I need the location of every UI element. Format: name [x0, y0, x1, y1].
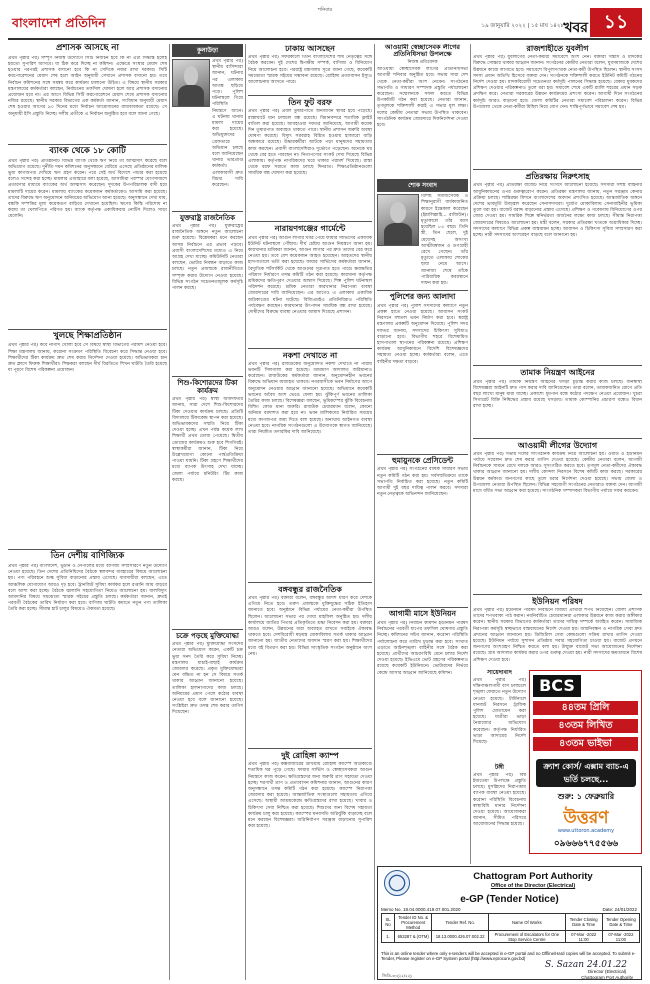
divider — [248, 221, 372, 222]
article-body: প্রথম পৃষ্ঠার পর) বাংলাদেশ, ভুটান ও নেপালের মধ্যে বাণিজ্য সম্প্রসারণে নতুন উদ্যোগ নেওয়া হয়েছে। তিন দেশের প্রতিনিধিদের বৈঠকে স্থলবন্দর ব্যবহারের বিষয়ে আলোচনা হয়। পণ্য পরিবহনে শুল্ক সুবিধা বাড়ানোর প্রস্তাব এসেছে। ব্যবসায়ীরা বলছেন, এতে আঞ্চলিক যোগাযোগ আরও দৃঢ় হবে। ট্রানজিট সুবিধা কার্যকর হলে রপ্তানি আয় বাড়বে বলে আশা করা হচ্ছে। বৈঠকে জ্বালানি সহযোগিতা নিয়েও আলোচনা হয়। জলবিদ্যুৎ আমদানির বিষয়ে সমঝোতা স্মারক সইয়ের প্রস্তুতি চলছে। কর্মকর্তারা জানান, দ্রুতই পরবর্তী বৈঠকের তারিখ নির্ধারণ করা হবে। বাণিজ্য ঘাটতি কমাতে নতুন পণ্য তালিকা তৈরি করা হচ্ছে। সীমান্ত হাট চালুর বিষয়েও ঐকমত্য হয়েছে। — [8, 564, 167, 613]
article-body: প্রথম পৃষ্ঠার পর) তামাক নিয়ন্ত্রণ আইনের খসড়া চূড়ান্ত করার কাজ চলছে। জনস্বাস্থ্য বিশেষজ্ঞরা আইনটি দ্রুত পাস করার দাবি জানিয়েছেন। তারা বলেন, তামাকজনিত রোগে প্রতি বছর লাখো মানুষ মারা যাচ্ছে। প্রকাশ্যে ধূমপান বন্ধে কঠোর পদক্ষেপ নেওয়া প্রয়োজন। খুচরা সিগারেট বিক্রি নিষিদ্ধের প্রস্তাব রয়েছে খসড়ায়। তামাক কোম্পানির প্রচারণা বন্ধেও বিধান রাখা হচ্ছে। — [473, 379, 642, 410]
divider — [248, 95, 372, 96]
column-2 — [172, 44, 243, 980]
headline: রাজশাহীতে যুবলীগ — [526, 44, 589, 53]
article-body: আওয়ামী স্বেচ্ছাসেবক লীগের প্রতিনিধিসভা আগামী শনিবার অনুষ্ঠিত হবে। সভায় সারা দেশ থেকে নেতা-কর্মীরা অংশ নেবেন। সংগঠনের সভাপতি ও সাধারণ সম্পাদক প্রস্তুতি পর্যালোচনা করেছেন। সম্মেলনকে সফল করতে বিভিন্ন উপকমিটি গঠন করা হয়েছে। নেতারা জানান, তৃণমূলকে শক্তিশালী করাই এ সভার মূল লক্ষ্য। দলের কেন্দ্রীয় নেতারা সভায় উপস্থিত থাকবেন। সাংগঠনিক কার্যক্রম জোরদারে দিকনির্দেশনা দেওয়া হবে। — [377, 67, 468, 128]
article-body: প্রথম পৃষ্ঠার পর) পুলিশ সদস্যদের কল্যাণে নতুন প্রকল্প হাতে নেওয়া হয়েছে। আবাসন সংকট নিরসনে বহুতল ভবন নির্মাণ করা হবে। স্বরাষ্ট্র মন্ত্রণালয় প্রকল্পটি অনুমোদন দিয়েছে। পুলিশ সদর দফতর জানায়, সদস্যদের চিকিৎসা সুবিধাও বাড়ানো হবে। বিভাগীয় শহরে বিশেষায়িত হাসপাতাল স্থাপনের পরিকল্পনা রয়েছে। প্রশিক্ষণ কার্যক্রম আধুনিকায়নে বিদেশি বিশেষজ্ঞদের সহায়তা নেওয়া হচ্ছে। কর্মকর্তারা বলেন, এতে বাহিনীর দক্ষতা বাড়বে। — [377, 303, 468, 365]
col-header: Tender Closing Date & Time — [565, 914, 602, 931]
tender-organization: Chattogram Port Authority — [473, 871, 593, 882]
newspaper-page — [8, 4, 642, 980]
headline: আওয়ামী স্বেচ্ছাসেবক লীগের প্রতিনিধিসভা উপলক্ষে — [385, 44, 460, 59]
headline: তামাক নিয়ন্ত্রণ আইনের — [520, 368, 595, 378]
headline: যুক্তরাষ্ট্র রাজনৈতিক — [179, 214, 236, 222]
article-body: প্রথম পৃষ্ঠার পর) প্রতিষ্ঠানটি বিভিন্ন ব্যাংক থেকে ঋণ নিয়ে তা আত্মসাৎ করেছে বলে অভিযোগ রয়েছে। দুর্নীতি দমন কমিশনের অনুসন্ধানে বেরিয়ে এসেছে প্রতিষ্ঠানের মালিক ভুয়া কাগজপত্র দেখিয়ে ঋণ গ্রহণ করেন। পরে সেই অর্থ বিদেশে পাচার করা হয়েছে বলেও সন্দেহ করা হচ্ছে। মামলার এজাহারে বলা হয়েছে, আসামিরা পরস্পর যোগসাজশে প্রতারণার মাধ্যমে ব্যাংকের অর্থ আত্মসাৎ করেছেন। দুদকের উপপরিচালক বাদী হয়ে মামলাটি দায়ের করেন। মামলায় ব্যাংকের কয়েকজন কর্মকর্তাকেও আসামি করা হয়েছে। তাদের বিরুদ্ধে ঋণ অনুমোদনে অনিয়মের অভিযোগ আনা হয়েছে। অনুসন্ধানে দেখা যায়, বন্ধকি সম্পত্তির মূল্য কয়েকগুণ বাড়িয়ে দেখানো হয়েছিল। ঋণের কিস্তি পরিশোধ না করায় তা খেলাপিতে পরিণত হয়। ব্যাংক কর্তৃপক্ষ একাধিকবার নোটিস দিলেও সাড়া মেলেনি। — [8, 158, 167, 220]
article-body: প্রথম পৃষ্ঠার পর) মুক্তিযোদ্ধা সংসদের নেতারা অভিযোগ করেন, একটি চক্র ভুয়া সনদ তৈরি করে সুবিধা নিচ্ছে। মন্ত্রণালয় যাচাই-বাছাই কার্যক্রম জোরদার করেছে। প্রকৃত মুক্তিযোদ্ধারা যেন বঞ্চিত না হন সে বিষয়ে সতর্ক থাকার আহ্বান জানানো হয়েছে। তালিকা হালনাগাদের কাজ চলছে। অনিয়মের প্রমাণ পেলে কঠোর ব্যবস্থা নেওয়া হবে বলে জানানো হয়েছে। সংশ্লিষ্টরা দ্রুত তদন্ত শেষ করার তাগিদ দিয়েছেন। — [172, 642, 243, 716]
headline: পুলিশের জন্য আলাদা — [389, 292, 456, 302]
tender-title: e-GP (Tender Notice) — [460, 894, 559, 905]
bcs-coaching-ad[interactable] — [529, 670, 642, 854]
headline: ব্যাংক থেকে ১৮ কোটি — [49, 145, 126, 156]
ad-start-date: শুরু: ১ ফেব্রুয়ারি — [557, 792, 615, 801]
column-4 — [377, 44, 468, 862]
ad-line: ৪৪তম প্রিলি — [533, 701, 638, 715]
ad-phone: ০৯৬৬৬৭৭৫৫৬৬ — [553, 839, 619, 849]
headline: নারায়ণগঞ্জের গার্মেন্টে — [274, 224, 346, 234]
tender-date: Date: 24/01/2022 — [602, 907, 637, 912]
ad-brand: উত্তরণ — [563, 808, 609, 828]
article-body: প্রথম পৃষ্ঠার পর) প্রতিরক্ষা বাজেট নিয়ে সংসদে আলোচনা হয়েছে। সদস্যরা সশস্ত্র বাহিনীর আধুনিকায়নের ওপর গুরুত্বারোপ করেন। প্রতিরক্ষা মন্ত্রণালয় জানায়, নতুন সরঞ্জাম কেনার প্রক্রিয়া চলছে। শান্তিরক্ষা মিশনে বাংলাদেশের অবদান প্রশংসিত হয়েছে। আন্তর্জাতিক অঙ্গনে দেশের ভাবমূর্তি উজ্জ্বল করেছেন সেনাসদস্যরা। দুর্যোগ মোকাবিলায় সেনাবাহিনীর ভূমিকা তুলে ধরা হয়। বাজেট বরাদ্দ বাড়ানোর প্রস্তাব এসেছে। প্রশিক্ষণ ও গবেষণায় বিনিয়োগের ওপর জোর দেওয়া হয়। সামরিক শিল্পে স্বনির্ভরতা অর্জনের লক্ষ্যে কাজ চলছে। সীমান্ত নিরাপত্তা জোরদারের বিষয়েও আলোচনা হয়। মন্ত্রী বলেন, সরকার প্রতিরক্ষা খাতকে অগ্রাধিকার দিচ্ছে। সদস্যদের কল্যাণে বিভিন্ন প্রকল্প বাস্তবায়ন হচ্ছে। আবাসন ও চিকিৎসা সুবিধা সম্প্রসারণ করা হচ্ছে। নারী সদস্যদের অংশগ্রহণ বাড়ছে বলে জানানো হয়। — [473, 183, 642, 238]
page-number: ১১ — [590, 8, 642, 37]
column-divider — [470, 44, 471, 864]
column-1 — [8, 44, 167, 980]
headline: কুলাউড়া — [172, 44, 243, 57]
divider — [248, 348, 372, 349]
ad-crash-course: ক্র্যাশ কোর্স/ এক্সাম ব্যাচ-এ ভর্তি চলছে... — [536, 759, 636, 787]
article-body: প্রথম পৃষ্ঠার পর) সম্পূর্ণ নিজস্ব উদ্যোগে সিটি নির্বাচন হবে কি না এটা সিদ্ধান্ত হলেই হয়তো সুপারিশ আসবে। যা ঠিক করে দিচ্ছে না কমিশন। এক্ষেত্রে সংস্থার মেয়াদ শেষ হওয়ার পরপরই প্রশাসক বসানো হবে কি না সেদিকে নজর রাখা দরকার। সিটি করপোরেশনের মেয়াদ শেষ হলে আইন অনুযায়ী সেখানে প্রশাসক বসানো হয়। তবে নির্বাচন কমিশনের সঙ্গে সমন্বয় করে কার্যক্রম চালানো উচিত। এ বিষয়ে স্থানীয় সরকার মন্ত্রণালয়ের কর্মকর্তারা বলছেন, নির্বাচনের তফসিল ঘোষণা হলে আর প্রশাসক বসানোর প্রয়োজন হবে না। এর আগে বিভিন্ন সিটি করপোরেশনে মেয়াদ শেষে প্রশাসক বসানোর নজির রয়েছে। স্থানীয় সরকার বিভাগের এক কর্মকর্তা জানান, সংবিধান অনুযায়ী মেয়াদ শেষ হওয়ার আগের ৯০ দিনের মধ্যে নির্বাচন আয়োজনের বাধ্যবাধকতা রয়েছে। সে অনুযায়ী ইসি প্রস্তুতি নিচ্ছে। দলীয় প্রতীকে এ নির্বাচন অনুষ্ঠিত হবে বলে জানা গেছে। — [8, 55, 167, 117]
article-body: প্রথম পৃষ্ঠার পর) আগুন লাগার খবর পেয়ে ফায়ার সার্ভিসের একাধিক ইউনিট ঘটনাস্থলে পৌঁছায়। দীর্ঘ চেষ্টায় আগুন নিয়ন্ত্রণে আনা হয়। কারখানার শ্রমিকরা জানান, আগুন লাগার পর দ্রুত তাদের বের করে নেওয়া হয়। তবে বেশ কয়েকজন আহত হয়েছেন। আহতদের স্থানীয় হাসপাতালে ভর্তি করা হয়েছে। ফায়ার সার্ভিসের কর্মকর্তারা জানান, বৈদ্যুতিক শর্টসার্কিট থেকে আগুনের সূত্রপাত হতে পারে। ক্ষয়ক্ষতির পরিমাণ নির্ধারণে তদন্ত কমিটি গঠন করা হয়েছে। কারখানা কর্তৃপক্ষ শ্রমিকদের ক্ষতিপূরণ দেওয়ার আশ্বাস দিয়েছে। শিল্প পুলিশ ঘটনাস্থল পরিদর্শন করেছে। শ্রমিক নেতারা কারখানার নিরাপত্তা ব্যবস্থা জোরদারের দাবি জানিয়েছেন। এর আগেও এ এলাকায় একাধিক অগ্নিকাণ্ডের ঘটনা ঘটেছে। বিজিএমইএ প্রতিনিধিরাও পরিস্থিতি পর্যবেক্ষণ করছেন। কারখানার উৎপাদন সাময়িক বন্ধ রাখা হয়েছে। দোষীদের বিরুদ্ধে ব্যবস্থা নেওয়ার আশ্বাস দিয়েছে প্রশাসন। — [248, 235, 372, 315]
table-cell: Procurement of Escalators for One Stop Service Centre — [489, 931, 566, 943]
divider — [8, 144, 167, 145]
headline: হুমায়ুনকে প্রেসিডেন্ট — [391, 455, 454, 465]
divider — [377, 454, 468, 455]
headline: আওয়ামী লীগের উদ্যোগ — [517, 440, 598, 450]
signatory-org: Chattogram Port Authority — [581, 974, 633, 980]
col-header: Name Of Works — [489, 914, 566, 931]
signatory-role: Director (Electrical) — [587, 969, 627, 974]
column-divider — [169, 44, 170, 980]
port-authority-emblem-icon — [384, 870, 410, 896]
article-body: প্রথম পৃষ্ঠার পর) দক্ষিণাঞ্চলগামী বাস চলাচলে শৃঙ্খলা ফেরাতে নতুন উদ্যোগ নেওয়া হয়েছে। টার্মিনালে যানজট নিরসনে ট্রাফিক পুলিশ মোতায়েন করা হয়েছে। যাত্রীরা ভাড়া নৈরাজ্যের অভিযোগ করেছেন। কর্তৃপক্ষ নির্ধারিত ভাড়া আদায়ের নির্দেশ দিয়েছে। — [473, 677, 526, 745]
headline: শিশু-কিশোরদের টিকা কার্যক্রম — [177, 379, 238, 396]
tender-table — [381, 913, 640, 943]
headline: নকশা দেখাতে না — [282, 350, 338, 360]
headline: তিন দেশীয় বাণিজ্যিক — [50, 551, 125, 562]
article-body: প্রথম পৃষ্ঠার পর) কক্সবাজারের উখিয়ায় রোহিঙ্গা ক্যাম্পে অগ্নিকাণ্ডে শতাধিক ঘর পুড়ে গেছে। ফায়ার সার্ভিস ও স্বেচ্ছাসেবকরা আগুন নিয়ন্ত্রণে কাজ করেন। ক্ষতিগ্রস্তদের জন্য জরুরি ত্রাণ সহায়তা দেওয়া হচ্ছে। শরণার্থী ত্রাণ ও প্রত্যাবাসন কমিশনার জানান, আগুনের কারণ অনুসন্ধানে তদন্ত কমিটি গঠন করা হয়েছে। ক্যাম্পে নিরাপত্তা জোরদার করা হয়েছে। আন্তর্জাতিক সংস্থাগুলো সহায়তায় এগিয়ে এসেছে। অস্থায়ী আশ্রয়কেন্দ্রে ক্ষতিগ্রস্তদের রাখা হয়েছে। খাবার ও চিকিৎসা সেবা নিশ্চিত করা হয়েছে। শিশুদের জন্য বিশেষ সহায়তা কার্যক্রম চালু করা হয়েছে। ক্যাম্পের ঘনবসতি অগ্নিঝুঁকি বাড়াচ্ছে বলে মনে করছেন বিশেষজ্ঞরা। অগ্নিনির্বাপণ সরঞ্জাম বাড়ানোর সুপারিশ করা হয়েছে। — [248, 762, 372, 830]
divider — [8, 329, 167, 330]
column-5 — [473, 44, 642, 666]
divider — [248, 748, 372, 749]
headline: চক্রে পড়ছে মুক্তিযোদ্ধা — [176, 632, 239, 641]
column-5-lower — [473, 670, 526, 860]
table-cell: 653287 & (OTM) — [395, 931, 432, 943]
signature: S. Sazan 24.01.22 — [545, 960, 627, 970]
article-body: প্রথম পৃষ্ঠার পর) নির্বাচন কমিশন ইউনিয়ন পরিষদ নির্বাচনের পরবর্তী ধাপের তফসিল ঘোষণার প্রস্তুতি নিচ্ছে। কমিশনের সচিব জানান, করোনা পরিস্থিতি পর্যালোচনা করে তারিখ চূড়ান্ত করা হবে। সংঘাত এড়াতে আইনশৃঙ্খলা বাহিনীর সঙ্গে বৈঠক করা হয়েছে। প্রার্থীদের আচরণবিধি মেনে চলার নির্দেশ দেওয়া হয়েছে। ইভিএমে ভোট গ্রহণের পরিকল্পনাও রয়েছে কয়েকটি ইউনিয়নে। ভোটারদের নির্ভয়ে কেন্দ্রে আসার আহ্বান জানিয়েছে কমিশন। — [377, 621, 468, 676]
divider — [473, 365, 642, 366]
article-body: প্রথম পৃষ্ঠার পর) স্থানীয় বাসিন্দারা জানান, ঘটনার পর এলাকায় আতঙ্ক ছড়িয়ে পড়ে। পুলিশ ঘটনাস্থলে গিয়ে পরিস্থিতি নিয়ন্ত্রণে আনে। এ ঘটনায় থানায় মামলা দায়ের করা হয়েছে। অভিযুক্তদের গ্রেফতারে অভিযান চলছে বলে জানিয়েছেন থানার ভারপ্রাপ্ত কর্মকর্তা। এলাকাবাসী দ্রুত বিচার দাবি করেছেন। — [212, 59, 243, 189]
weekday: শনিবার — [317, 7, 333, 13]
headline: তিন ফুট বরফ — [288, 98, 332, 108]
article-body: প্রথম পৃষ্ঠার পর) সংগঠনের বার্ষিক সাধারণ সভায় নতুন কমিটি গঠন করা হয়। সর্বসম্মতিক্রমে তাকে সভাপতি নির্বাচিত করা হয়েছে। নতুন কমিটি আগামী দুই বছর দায়িত্ব পালন করবে। সদস্যরা নতুন নেতৃত্বকে অভিনন্দন জানিয়েছেন। — [377, 467, 468, 498]
headline: আগামী মাসে ইউনিয়ন — [389, 609, 456, 619]
column-divider — [245, 44, 246, 980]
article-body: প্রথম পৃষ্ঠার পর) প্রবল তুষারপাতে জনজীবন স্থবির হয়ে পড়েছে। রাস্তাঘাটে যান চলাচল বন্ধ রয়েছে। বিমানবন্দরে শতাধিক ফ্লাইট বাতিল করা হয়েছে। আবহাওয়া দফতর জানিয়েছে, আগামী কয়েক দিন তুষারপাত অব্যাহত থাকতে পারে। স্থানীয় প্রশাসন জরুরি অবস্থা ঘোষণা করেছে। বিদ্যুৎ সরবরাহ বিঘ্নিত হওয়ায় হাজারো বাড়ি অন্ধকারে রয়েছে। উদ্ধারকর্মীরা আটকে পড়া মানুষদের সহায়তায় কাজ করছেন। প্রবাসী বাংলাদেশিরাও দুর্ভোগে পড়েছেন। অনেকে ঘর থেকে বের হতে পারছেন না। নিত্যপণ্যের সংকট দেখা দিয়েছে বিভিন্ন এলাকায়। কর্তৃপক্ষ নাগরিকদের ঘরে থাকার পরামর্শ দিয়েছে। রাস্তা থেকে বরফ সরাতে কাজ চলছে দিনরাত। শিক্ষাপ্রতিষ্ঠানগুলো সাময়িক বন্ধ ঘোষণা করা হয়েছে। — [248, 109, 372, 177]
headline: বঙ্গবন্ধুর রাজনৈতিক — [278, 584, 342, 594]
headline: দুই রোহিঙ্গা ক্যাম্প — [281, 750, 339, 760]
headline: টঙ্গী — [495, 763, 504, 771]
ad-line: ৪৩তম ভাইভা — [533, 737, 638, 751]
tender-office: Office of the Director (Electrical) — [490, 883, 576, 889]
table-row — [382, 931, 640, 943]
ad-code: জিডি-৩০(২২/২২) — [382, 973, 412, 978]
ad-exam-label: BCS — [533, 675, 581, 697]
obituary-photo — [172, 59, 210, 107]
col-header: Tender ID No. & Procurement Method — [395, 914, 432, 931]
article-body: প্রথম পৃষ্ঠার পর) বক্তারা বলেন, বঙ্গবন্ধুর আদর্শ ধারণ করে দেশকে এগিয়ে নিতে হবে। তরুণ প্রজন্মকে মুক্তিযুদ্ধের সঠিক ইতিহাস জানাতে হবে। অনুষ্ঠানে বিভিন্ন পর্যায়ের নেতা-কর্মীরা উপস্থিত ছিলেন। আলোচনা সভার পর দোয়া মাহফিল অনুষ্ঠিত হয়। দলীয় কার্যালয়ে জাতির পিতার প্রতিকৃতিতে শ্রদ্ধা নিবেদন করা হয়। বক্তারা আরও বলেন, উন্নয়নের ধারা অব্যাহত রাখতে সবাইকে ঐক্যবদ্ধ থাকতে হবে। দেশবিরোধী ষড়যন্ত্র মোকাবিলায় সতর্ক থাকার আহ্বান জানানো হয়। জাতীয় নেতাদের অবদান স্মরণ করা হয়। শিক্ষার্থীদের মধ্যে বই বিতরণ করা হয়। বিভিন্ন সাংস্কৃতিক সংগঠন অনুষ্ঠানে অংশ নেয়। — [248, 595, 372, 657]
newspaper-logo: বাংলাদেশ প্রতিদিন — [12, 15, 106, 30]
col-header: Tender Ref. No. — [432, 914, 489, 931]
article-body: প্রথম পৃষ্ঠার পর) স্বাস্থ্য অধিদফতর জানায়, সারা দেশে শিশু-কিশোরদের টিকা দেওয়ার কার্যক্রম চলছে। প্রতিটি বিদ্যালয়ে টিকাকেন্দ্র স্থাপন করা হয়েছে। অভিভাবকদের সম্মতি নিয়ে টিকা দেওয়া হচ্ছে। এখন পর্যন্ত কয়েক লাখ শিক্ষার্থী প্রথম ডোজ পেয়েছে। দ্বিতীয় ডোজের কার্যক্রমও শুরু হবে শিগগিরই। স্বাস্থ্যকর্মীরা জানান, টিকা নিয়ে উল্লেখযোগ্য কোনো পার্শ্বপ্রতিক্রিয়া পাওয়া যায়নি। টিকা গ্রহণে শিক্ষার্থীদের মধ্যে ব্যাপক উৎসাহ দেখা যাচ্ছে। জেলা পর্যায়ে মনিটরিং টিম কাজ করছে। — [172, 397, 243, 483]
column-divider — [374, 44, 375, 980]
article-body: প্রথম পৃষ্ঠার পর) কবে নাগাদ খোলা হবে সে বিষয়ে স্বাস্থ্য বিভাগের পরামর্শ নেওয়া হবে। শিক্ষা মন্ত্রণালয় জানায়, করোনা সংক্রমণ পরিস্থিতি বিবেচনা করে সিদ্ধান্ত নেওয়া হবে। শিক্ষার্থীদের টিকা কার্যক্রম দ্রুত শেষ করার নির্দেশনা দেওয়া হয়েছে। অভিভাবকরা চান দ্রুত ক্লাসে ফিরুক শিক্ষার্থীরা। শিক্ষকরা বলছেন দীর্ঘ বিরতিতে শিখন ঘাটতি তৈরি হয়েছে যা পূরণে বিশেষ পরিকল্পনা প্রয়োজন। — [8, 343, 167, 374]
table-cell: 07-Mar -2022 11:00 — [565, 931, 602, 943]
divider — [473, 169, 642, 170]
dateline: ১৯ জানুয়ারি ২০২২ | ১৫ মাঘ ১৪২৮ — [481, 23, 564, 29]
article-body: প্রথম পৃষ্ঠার পর) ইউনিয়ন পরিষদ নির্বাচনে বিজয়ী প্রার্থীরা শপথ নিয়েছেন। জেলা প্রশাসক তাদের শপথবাক্য পাঠ করান। নবনির্বাচিত চেয়ারম্যানরা এলাকার উন্নয়নে কাজ করার অঙ্গীকার করেন। স্থানীয় সরকার বিভাগের কর্মকর্তারা তাদের দায়িত্ব সম্পর্কে অবহিত করেন। সামাজিক নিরাপত্তা কর্মসূচি স্বচ্ছভাবে বাস্তবায়নের নির্দেশ দেওয়া হয়। জন্মনিবন্ধন ও নাগরিক সেবা দ্রুত প্রদানের আহ্বান জানানো হয়। ডিজিটাল সেবা কেন্দ্রগুলো সক্রিয় রাখার তাগিদ দেওয়া হয়েছে। ইউনিয়ন পর্যায়ে সুশাসন প্রতিষ্ঠায় সবার সহযোগিতা চাওয়া হয়। বাজেট প্রণয়নে জনগণের অংশগ্রহণ নিশ্চিত করতে বলা হয়। উন্মুক্ত বাজেট সভা আয়োজনের নির্দেশনা রয়েছে। গ্রাম আদালত কার্যকর করার ওপর গুরুত্ব দেওয়া হয়। নারী সদস্যদের ক্ষমতায়নে বিশেষ প্রশিক্ষণ দেওয়া হবে। — [473, 607, 642, 663]
divider — [473, 594, 642, 595]
tender-note: This is an online tender where only e-tenders will be accepted in e-GP portal and no Offline/Hard copies will be accepted. To submit e-Tender, Please register on e-GP System portal (http://www.eprocure.gov.bd) — [381, 951, 636, 962]
table-cell: 1. — [382, 931, 395, 943]
ad-website-link[interactable]: www.uttoron.academy — [557, 828, 615, 834]
section-label: খবর — [563, 20, 588, 36]
headline: সায়েদাবাদ — [487, 670, 512, 676]
headline: ঢাকায় আসছেন — [285, 44, 335, 53]
column-3 — [248, 44, 372, 980]
headline: খুলছে শিক্ষাপ্রতিষ্ঠান — [53, 330, 122, 341]
article-body: প্রথম পৃষ্ঠার পর) বিশ্ব ইজতেমা উপলক্ষে প্রস্তুতি চলছে। মুসল্লিদের নিরাপত্তায় ব্যাপক ব্যবস্থা নেওয়া হয়েছে। করোনা পরিস্থিতি বিবেচনায় স্বাস্থ্যবিধি মানার নির্দেশনা দেওয়া হয়েছে। আয়োজকরা জানান, সীমিত পরিসরে আয়োজনের সিদ্ধান্ত হয়েছে। — [473, 772, 526, 828]
article-body: প্রথম পৃষ্ঠার পর) যুক্তরাষ্ট্রের রাজনৈতিক অঙ্গনে নতুন আলোচনা শুরু হয়েছে। বিশ্লেষকরা মনে করছেন আসন্ন নির্বাচনে এর প্রভাব পড়বে। প্রবাসী বাংলাদেশিদের মধ্যেও এ নিয়ে আগ্রহ দেখা যাচ্ছে। কমিউনিটি নেতারা বলছেন, ভোটার নিবন্ধন বাড়াতে কাজ চলছে। নতুন প্রজন্মকে রাজনীতিতে সম্পৃক্ত করার উদ্যোগ নেওয়া হয়েছে। বিভিন্ন সংগঠন সচেতনতামূলক কর্মসূচি পালন করছে। — [172, 224, 243, 292]
divider — [473, 438, 642, 439]
headline: প্রতিরক্ষায় নিরুৎসাহ — [525, 172, 590, 182]
table-cell: 18.13.0000.426.07.002.22 — [432, 931, 489, 943]
article-body: প্রথম পৃষ্ঠার পর) যুবলীগের নেতা-কর্মীরা সমাবেশে অংশ নেন। বক্তারা সন্ত্রাস ও মাদকের বিরুদ্ধে সোচ্চার থাকার আহ্বান জানান। সংগঠনের কেন্দ্রীয় নেতারা বলেন, যুবসমাজকে দেশের উন্নয়নে কাজে লাগাতে হবে। সমাবেশে বিপুলসংখ্যক নেতা-কর্মী উপস্থিত ছিলেন। স্থানীয় সংসদ সদস্য প্রধান অতিথি হিসেবে বক্তব্য দেন। সংগঠনকে শক্তিশালী করতে ইউনিট কমিটি গঠনের নির্দেশ দেওয়া হয়। মাদকবিরোধী সচেতনতা কর্মসূচি পালনের সিদ্ধান্ত হয়েছে। বেকার যুবকদের প্রশিক্ষণ দেওয়ার পরিকল্পনাও তুলে ধরা হয়। সমাবেশ শেষে একটি র‌্যালি শহরের প্রধান সড়ক প্রদক্ষিণ করে। নেতারা সরকারের উন্নয়ন কার্যক্রমের প্রশংসা করেন। আগামী দিনে সংগঠনের কর্মসূচি আরও বাড়ানো হবে। জেলা কমিটির নেতারা সমাবেশ পরিচালনা করেন। বিভিন্ন উপজেলা থেকে নেতা-কর্মীরা মিছিল নিয়ে যোগ দেন। শান্তিপূর্ণভাবে সমাবেশ শেষ হয়। — [473, 55, 642, 110]
obituary-photo — [377, 194, 419, 246]
article-body: প্রথম পৃষ্ঠার পর) সফরকালে তিনি বাংলাদেশের শীর্ষ নেতৃত্বের সঙ্গে বৈঠক করবেন। দুই দেশের দ্বিপক্ষীয় সম্পর্ক, বাণিজ্য ও বিনিয়োগ নিয়ে আলোচনা হবে। পররাষ্ট্র মন্ত্রণালয় সূত্রে জানা গেছে, কয়েকটি সমঝোতা স্মারক সইয়ের সম্ভাবনা রয়েছে। রোহিঙ্গা প্রত্যাবাসন ইস্যুও আলোচনায় আসতে পারে। — [248, 55, 372, 85]
divider — [172, 211, 243, 212]
masthead — [8, 4, 642, 40]
divider — [377, 290, 468, 291]
table-cell: 07-Mar -2022 11:00 — [602, 931, 639, 943]
col-header: SL No — [382, 914, 395, 931]
ad-line: ৪৩তম লিখিত — [533, 719, 638, 733]
headline: প্রশাসক আসছে না — [56, 44, 119, 53]
headline: শোক সংবাদ — [377, 179, 468, 192]
divider — [248, 582, 372, 583]
tender-notice — [377, 866, 642, 980]
headline: ইউনিয়ন পরিষদ — [532, 596, 583, 606]
tender-memo: Memo No. 18.04.0000.419.07.001.2020 — [381, 907, 461, 912]
col-header: Tender Opening Date & Time — [602, 914, 639, 931]
byline: নিজস্ব প্রতিবেদক — [407, 59, 438, 65]
article-body: বিশিষ্ট সমাজসেবক ও শিক্ষানুরাগী বার্ধক্যজনিত কারণে ইন্তেকাল করেছেন (ইন্নালিল্লাহি... রাজিউন)। মৃত্যুকালে তাঁর বয়স হয়েছিল ৮৫ বছর। তিনি স্ত্রী, তিন ছেলে, দুই মেয়েসহ অসংখ্য আত্মীয়স্বজন ও গুণগ্রাহী রেখে গেছেন। তাঁর মৃত্যুতে এলাকায় শোকের ছায়া নেমে আসে। জানাজা শেষে তাঁকে পারিবারিক কবরস্থানে দাফন করা হয়। — [421, 194, 468, 286]
divider — [172, 629, 243, 630]
divider — [172, 376, 243, 377]
article-body: প্রথম পৃষ্ঠার পর) রাজউকের অনুমোদিত নকশা দেখাতে না পারায় ভবনটি সিলগালা করা হয়েছে। ভ্রাম্যমাণ আদালত জরিমানাও করেছেন। রাজউকের কর্মকর্তারা জানান, অনুমোদনহীন ভবনের বিরুদ্ধে অভিযান অব্যাহত থাকবে। নগরবাসীকে ভবন নির্মাণের আগে অনুমোদন নেওয়ার আহ্বান জানানো হয়েছে। অভিযানে কয়েকটি ভবনের অবৈধ অংশ ভেঙে ফেলা হয়। ঝুঁকিপূর্ণ ভবনের তালিকা তৈরির কাজ চলছে। বিশেষজ্ঞরা বলছেন, ভূমিকম্পের ঝুঁকি বিবেচনায় বিল্ডিং কোড মানা জরুরি। রাজউক চেয়ারম্যান বলেন, কোনো অনিয়ম বরদাশত করা হবে না। ভবন মালিকদের নির্ধারিত সময়ের মধ্যে কাগজপত্র জমা দিতে বলা হয়েছে। অন্যথায় আইনগত ব্যবস্থা নেওয়া হবে। নাগরিক সংগঠনগুলো এ উদ্যোগকে স্বাগত জানিয়েছে। তারা নিয়মিত তদারকির দাবি জানিয়েছে। — [248, 361, 372, 435]
article-body: প্রথম পৃষ্ঠার পর) সভায় দলের সাংগঠনিক কার্যক্রম নিয়ে আলোচনা হয়। ওয়ার্ড ও ইউনিয়ন পর্যায়ে সম্মেলন দ্রুত শেষ করার তাগিদ দেওয়া হয়েছে। কেন্দ্রীয় নেতারা বলেন, আগামী নির্বাচনকে সামনে রেখে দলকে আরও সুসংগঠিত করতে হবে। তৃণমূল নেতা-কর্মীদের ঐক্যবদ্ধ থাকার আহ্বান জানানো হয়। দলীয় কোন্দল নিরসনে বিশেষ কমিটি কাজ করছে। সরকারের উন্নয়ন কর্মকাণ্ড জনগণের কাছে তুলে ধরার নির্দেশনা দেওয়া হয়েছে। সভায় জেলা ও উপজেলা নেতারা উপস্থিত ছিলেন। বিভিন্ন সহযোগী সংগঠনের নেতারাও বক্তব্য দেন। আগামী মাসে বর্ধিত সভা আহ্বান করা হয়েছে। সাংগঠনিক সম্পাদকরা বিভাগীয় পর্যায়ে সফর করবেন। — [473, 451, 642, 494]
signatory — [581, 969, 633, 980]
tender-table-header — [382, 914, 640, 931]
